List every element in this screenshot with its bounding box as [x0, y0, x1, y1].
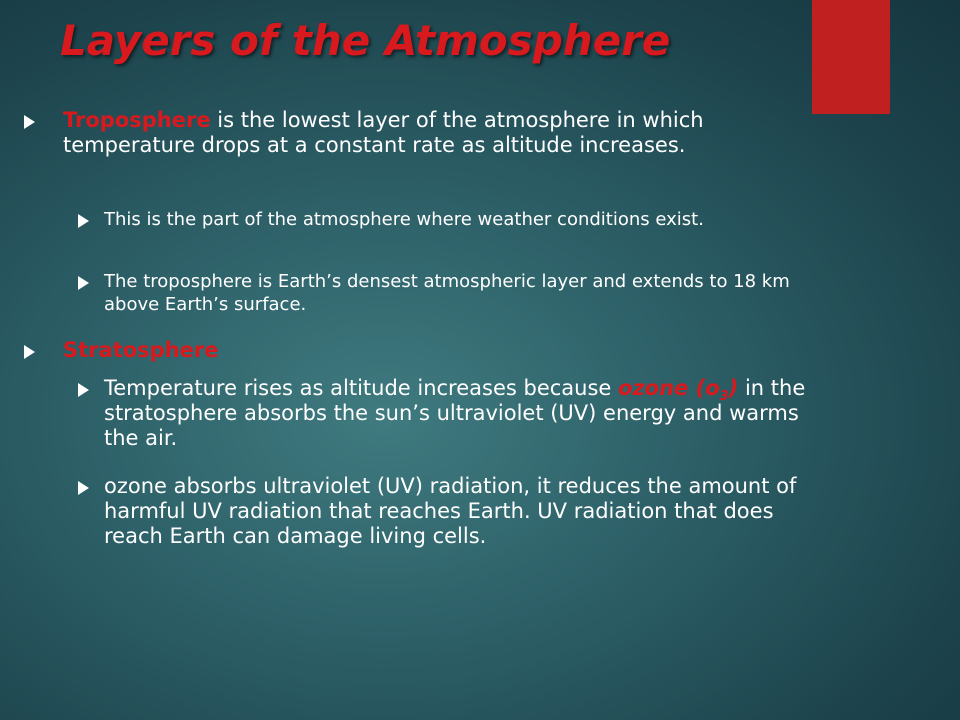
triangle-right-icon — [78, 481, 89, 495]
term-ozone — [618, 376, 739, 405]
term-stratosphere: Stratosphere — [63, 338, 219, 362]
ozone-label: ozone (o — [618, 376, 720, 400]
temperature-text-end: in the stratosphere absorbs the sun’s ultraviolet (UV) energy and warms the air. — [104, 376, 806, 450]
bullet-troposphere-text — [63, 108, 834, 158]
sub-bullet-weather — [78, 208, 838, 231]
slide-title: Layers of the Atmosphere — [60, 16, 671, 65]
sub-bullet-densest — [78, 270, 838, 316]
bullet-stratosphere-text — [63, 338, 834, 363]
triangle-right-icon — [78, 214, 89, 228]
triangle-right-icon — [24, 115, 35, 129]
term-troposphere: Troposphere — [63, 108, 211, 132]
sub-bullet-ozone-text: ozone absorbs ultraviolet (UV) radiation, it reduces the amount of harmful UV radiation that reaches Earth. UV radiation that does reach Earth can damage living cells. — [104, 474, 797, 548]
ozone-subscript: 3 — [719, 389, 729, 405]
sub-bullet-temperature-text — [104, 376, 838, 451]
sub-bullet-densest-text: The troposphere is Earth’s densest atmospheric layer and extends to 18 km above Earth’s surface. — [104, 271, 790, 315]
bullet-stratosphere — [24, 338, 834, 363]
ozone-close-paren: ) — [728, 376, 739, 400]
triangle-right-icon — [78, 276, 89, 290]
temperature-text-start: Temperature rises as altitude increases because — [104, 376, 619, 400]
bullet-troposphere — [24, 108, 834, 158]
sub-bullet-weather-text: This is the part of the atmosphere where weather conditions exist. — [104, 209, 704, 230]
sub-bullet-temperature — [78, 376, 838, 451]
troposphere-description: is the lowest layer of the atmosphere in which temperature drops at a constant rate as altitude increases. — [63, 108, 704, 157]
sub-bullet-ozone — [78, 474, 838, 549]
triangle-right-icon — [78, 383, 89, 397]
red-accent-bar — [812, 0, 890, 114]
triangle-right-icon — [24, 345, 35, 359]
